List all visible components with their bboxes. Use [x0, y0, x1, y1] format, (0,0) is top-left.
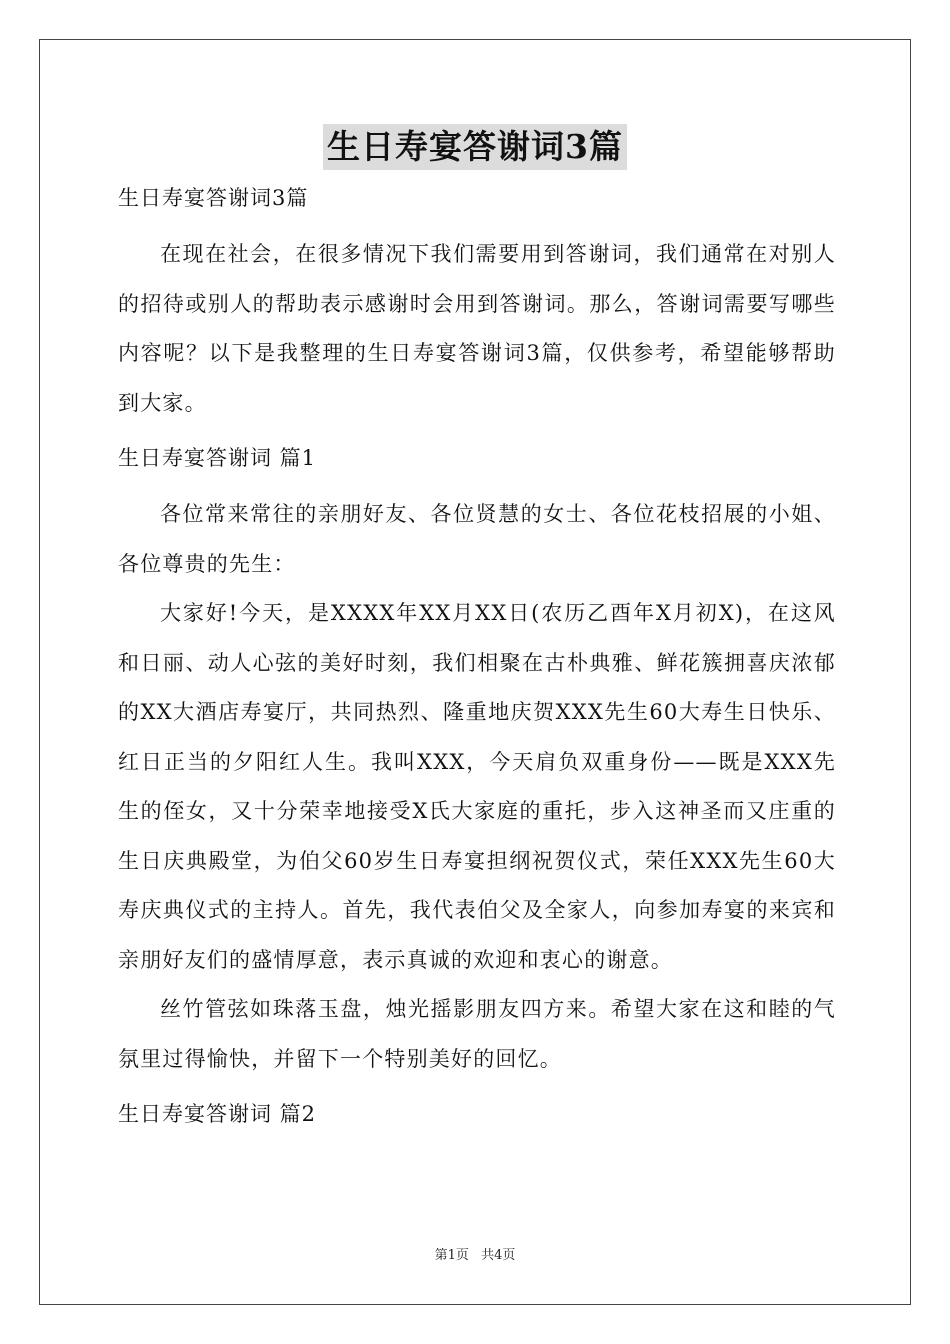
document-body: [118, 180, 836, 1146]
page-total: 共4页: [481, 1248, 516, 1263]
title-wrap: [0, 124, 950, 170]
section1-heading: 生日寿宴答谢词 篇1: [118, 446, 317, 470]
page-number: 第1页: [434, 1248, 469, 1263]
section1-paragraph-closing: 丝竹管弦如珠落玉盘，烛光摇影朋友四方来。希望大家在这和睦的气氛里过得愉快，并留下一个特别美好的回忆。: [118, 997, 836, 1071]
page-footer: [0, 1247, 950, 1265]
document-title: 生日寿宴答谢词3篇: [323, 124, 627, 170]
section1-paragraph-greeting: 各位常来常往的亲朋好友、各位贤慧的女士、各位花枝招展的小姐、各位尊贵的先生：: [118, 502, 836, 576]
section2-heading: 生日寿宴答谢词 篇2: [118, 1102, 317, 1126]
subtitle: 生日寿宴答谢词3篇: [118, 186, 309, 210]
section1-paragraph-main: 大家好!今天，是XXXX年XX月XX日(农历乙酉年X月初X)，在这风和日丽、动人心弦的美好时刻，我们相聚在古朴典雅、鲜花簇拥喜庆浓郁的XX大酒店寿宴厅，共同热烈、隆重地庆贺XXX先生60大寿生日快乐、红日正当的夕阳红人生。我叫XXX，今天肩负双重身份——既是XXX先生的侄女，又十分荣幸地接受X氏大家庭的重托，步入这神圣而又庄重的生日庆典殿堂，为伯父60岁生日寿宴担纲祝贺仪式，荣任XXX先生60大寿庆典仪式的主持人。首先，我代表伯父及全家人，向参加寿宴的来宾和亲朋好友们的盛情厚意，表示真诚的欢迎和衷心的谢意。: [118, 601, 836, 972]
intro-paragraph: 在现在社会，在很多情况下我们需要用到答谢词，我们通常在对别人的招待或别人的帮助表示感谢时会用到答谢词。那么，答谢词需要写哪些内容呢？以下是我整理的生日寿宴答谢词3篇，仅供参考，希望能够帮助到大家。: [118, 242, 836, 415]
